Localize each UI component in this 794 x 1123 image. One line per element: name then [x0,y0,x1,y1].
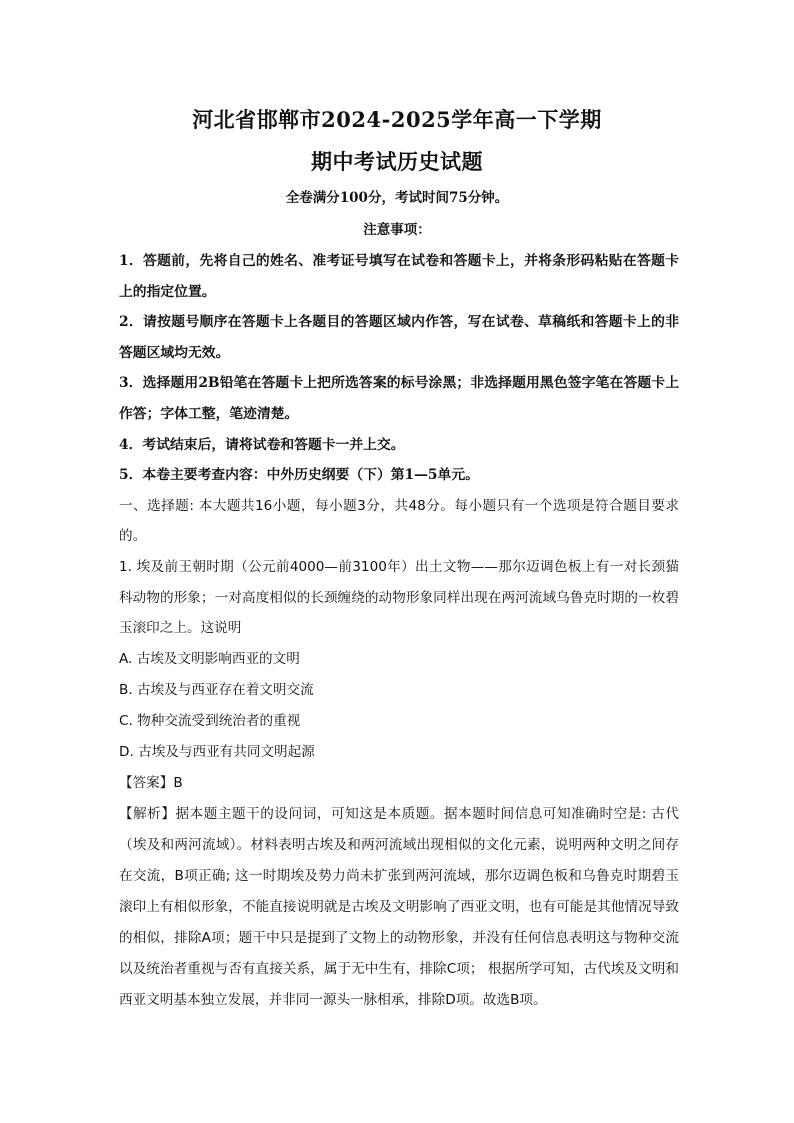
exam-title-line2: 期中考试历史试题 [311,149,483,174]
answer-label: 【答案】B [119,774,183,791]
question-1 [119,552,679,644]
question-stem: 1. 埃及前王朝时期（公元前4000—前3100年）出土文物——那尔迈调色板上有一对长颈猫科动物的形象；一对高度相似的长颈缠绕的动物形象同样出现在两河流域乌鲁克时期的一枚碧玉滚印之上。这说明 [119,558,679,637]
option-a: A. 古埃及文明影响西亚的文明 [119,650,300,667]
analysis-text: 【解析】据本题主题干的设问词，可知这是本质题。据本题时间信息可知准确时空是: 古代（埃及和两河流域）。材料表明古埃及和两河流域出现相似的文化元素，说明两种文明之间存在交流，B项正确; 这一时期埃及势力尚未扩张到两河流域，那尔迈调色板和乌鲁克时期碧玉滚印上有相似形象，不能直接说明就是古埃及文明影响了西亚文明，也有可能是其他情况导致的相似，排除A项；题干中只是提到了文物上的动物形象，并没有任何信息表明这与物种交流以及统治者重视与否有直接关系，属于无中生有，排除C项； 根据所学可知，古代埃及文明和西亚文明基本独立发展，并非同一源头一脉相承，排除D项。故选B项。 [119,805,679,1008]
exam-info: 全卷满分100分，考试时间75分钟。 [285,190,509,206]
note-item-3: 3．选择题用2B铅笔在答题卡上把所选答案的标号涂黑；非选择题用黑色签字笔在答题卡上作答；字体工整，笔迹清楚。 [119,375,679,422]
note-item-2: 2．请按题号顺序在答题卡上各题目的答题区域内作答，写在试卷、草稿纸和答题卡上的非答题区域均无效。 [119,314,679,361]
option-b: B. 古埃及与西亚存在着文明交流 [119,681,314,698]
note-item-1: 1．答题前，先将自己的姓名、准考证号填写在试卷和答题卡上，并将条形码粘贴在答题卡上的指定位置。 [119,253,679,300]
note-item-4: 4．考试结束后，请将试卷和答题卡一并上交。 [119,436,405,453]
exam-content [119,246,679,1016]
option-c: C. 物种交流受到统治者的重视 [119,712,301,729]
exam-title-line1: 河北省邯郸市2024-2025学年高一下学期 [192,107,602,132]
note-item-5: 5．本卷主要考查内容：中外历史纲要（下）第1—5单元。 [119,467,479,484]
section-heading: 一、选择题: 本大题共16小题，每小题3分，共48分。每小题只有一个选项是符合题目要求的。 [119,497,679,545]
option-d: D. 古埃及与西亚有共同文明起源 [119,743,315,760]
notes-heading: 注意事项： [363,222,431,238]
